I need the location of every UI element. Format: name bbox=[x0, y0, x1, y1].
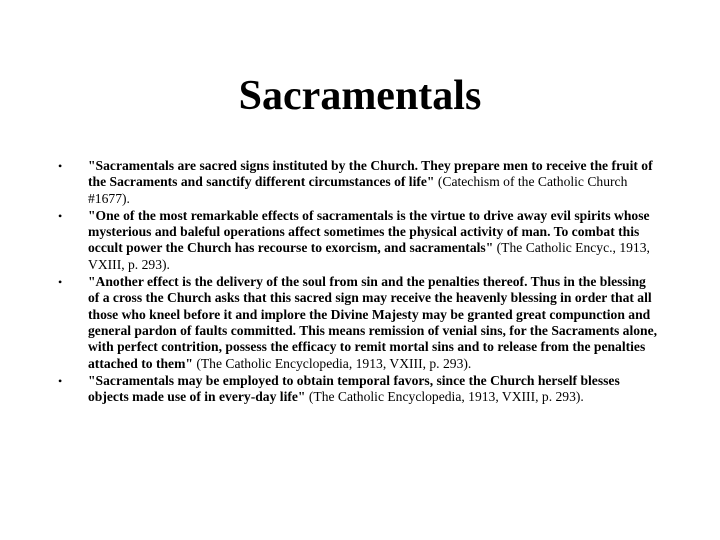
bullet-quote: "Sacramentals may be employed to obtain temporal favors, since the Church herself blesses objects made use of in every-day life" bbox=[88, 372, 620, 405]
bullet-icon: • bbox=[58, 159, 63, 173]
bullet-icon: • bbox=[58, 275, 63, 290]
bullet-icon: • bbox=[58, 208, 63, 223]
bullet-item-catechism bbox=[58, 158, 658, 207]
bullet-quote: "One of the most remarkable effects of sacramentals is the virtue to drive away evil spirits whose mysterious and baleful operations affect sometimes the physical activity of man. To combat this occult power the Church has recourse to exorcism, and sacramentals" bbox=[88, 207, 650, 256]
bullet-quote: "Sacramentals are sacred signs instituted by the Church. They prepare men to receive the fruit of the Sacraments and sanctify different circumstances of life" bbox=[88, 158, 653, 190]
bullet-citation: (The Catholic Encyclopedia, 1913, VXIII, p. 293). bbox=[305, 389, 584, 405]
bullet-item-evil-spirits bbox=[58, 208, 658, 273]
slide-title: Sacramentals bbox=[238, 73, 482, 119]
bullet-citation: (The Catholic Encyclopedia, 1913, VXIII, p. 293). bbox=[192, 355, 472, 371]
bullet-citation: (Catechism of the Catholic Church #1677). bbox=[88, 174, 628, 206]
bullet-quote: "Another effect is the delivery of the soul from sin and the penalties thereof. Thus in the blessing of a cross the Church asks that this sacred sign may receive the heavenly blessing in order that all those who kneel before it and implore the Divine Majesty may be granted great compunction and general pardon of faults committed. This means remission of venial sins, for the Sacraments alone, with perfect contrition, possess the efficacy to remit mortal sins and to release from the penalties attached to them" bbox=[88, 274, 658, 371]
bullet-item-delivery-from-sin bbox=[58, 274, 658, 372]
bullet-list bbox=[58, 158, 658, 406]
bullet-item-temporal-favors bbox=[58, 373, 658, 406]
bullet-citation: (The Catholic Encyc., 1913, VXIII, p. 293). bbox=[88, 240, 650, 272]
bullet-icon: • bbox=[58, 373, 63, 388]
